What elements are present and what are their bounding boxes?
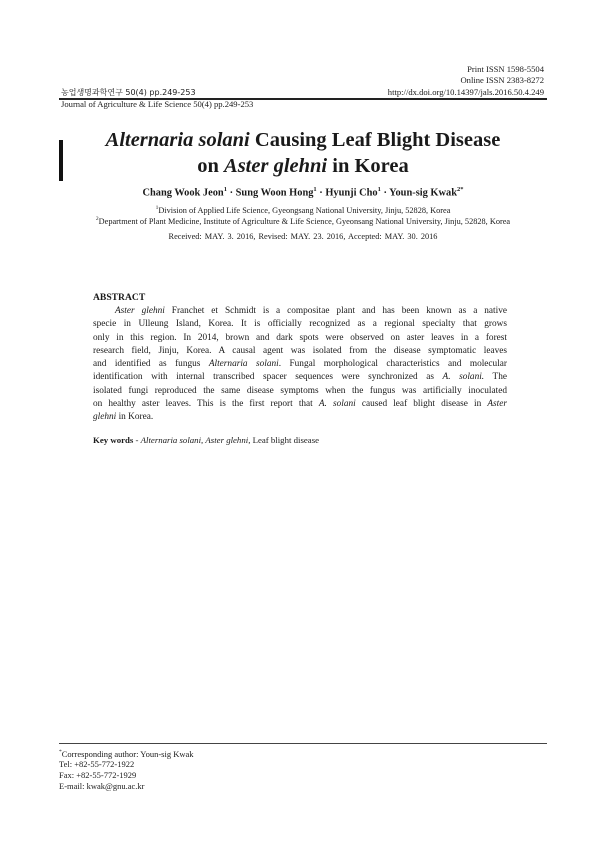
corresponding-mark: * xyxy=(59,749,62,755)
abstract-run-text: only in this region. In 2014, brown and dark spots were observed on aster leaves in a forest xyxy=(93,332,507,343)
abstract-run-italic: Aster xyxy=(487,399,507,410)
footnote-fax: Fax: +82-55-772-1929 xyxy=(59,770,137,780)
author-affiliation-mark: 1 xyxy=(223,186,227,193)
footnote-tel: Tel: +82-55-772-1922 xyxy=(59,759,135,769)
keyword-text: , Leaf blight disease xyxy=(248,435,320,445)
abstract-line xyxy=(93,385,507,398)
abstract-run-text: caused leaf blight disease in xyxy=(355,399,488,410)
abstract-run-text: Franchet et Schmidt is a compositae plant and has been known as a native xyxy=(164,306,507,316)
author-affiliation-mark: 1 xyxy=(313,186,317,193)
keywords-label: Key words xyxy=(93,435,134,445)
abstract-run-italic: A. solani. xyxy=(442,372,485,383)
author-separator: · xyxy=(226,187,236,199)
abstract-line xyxy=(93,318,507,331)
abstract-run-text: in Korea. xyxy=(116,412,154,423)
received-dates: Received: MAY. 3. 2016, Revised: MAY. 23. 2016, Accepted: MAY. 30. 2016 xyxy=(168,232,438,241)
abstract-run-text: specie in Ulleung Island, Korea. It is officially recognized as a regional specialty that grows xyxy=(93,319,507,330)
abstract-body xyxy=(93,305,507,425)
journal-english: Journal of Agriculture & Life Science 50(4) pp.249-253 xyxy=(61,99,254,109)
title-line-1 xyxy=(59,127,547,153)
keyword-italic: Alternaria solani xyxy=(140,435,202,445)
title-line2-post: in Korea xyxy=(327,155,409,177)
print-issn: Print ISSN 1598-5504 xyxy=(467,64,544,74)
title-line-2 xyxy=(59,153,547,179)
corresponding-author: Corresponding author: Youn-sig Kwak xyxy=(61,748,194,759)
author-affiliation-mark: 1 xyxy=(377,186,381,193)
abstract-line xyxy=(93,398,507,411)
keywords xyxy=(93,435,319,445)
abstract-run-text: and identified as fungus xyxy=(93,359,209,370)
abstract-run-text: The xyxy=(484,372,507,383)
online-issn: Online ISSN 2383-8272 xyxy=(460,75,544,85)
footnote-rule xyxy=(59,743,547,744)
author-name: Hyunji Cho xyxy=(325,187,378,199)
author-list xyxy=(59,186,547,198)
abstract-line xyxy=(93,345,507,358)
author-name: Sung Woon Hong xyxy=(235,187,314,199)
footnote-email[interactable]: E-mail: kwak@gnu.ac.kr xyxy=(59,781,145,791)
title-line1-rest: Causing Leaf Blight Disease xyxy=(249,129,501,151)
title-line2-pre: on xyxy=(197,155,225,177)
abstract-line xyxy=(93,305,507,318)
abstract-run-italic: A. solani xyxy=(318,399,356,410)
doi-link[interactable]: http://dx.doi.org/10.14397/jals.2016.50.4.249 xyxy=(387,87,544,97)
author-separator: · xyxy=(380,187,390,199)
abstract-line xyxy=(93,371,507,384)
abstract-run-text: . Fungal morphological characteristics and molecular xyxy=(278,359,508,370)
affiliation-1-text: Division of Applied Life Science, Gyeongsang National University, Jinju, 52828, Korea xyxy=(158,205,451,215)
affiliation-2-text: Department of Plant Medicine, Institute of Agriculture & Life Science, Gyeonsang National University, Jinju, 52828, Korea xyxy=(98,216,511,226)
affiliation-2-mark: 2 xyxy=(95,216,99,222)
affiliation-1-mark: 1 xyxy=(155,205,159,211)
keywords-items xyxy=(141,435,319,445)
author-affiliation-mark: 2* xyxy=(457,186,464,193)
keywords-dash: - xyxy=(133,435,141,445)
abstract-run-text: on healthy aster leaves. This is the first report that xyxy=(93,399,319,410)
abstract-run-italic: glehni xyxy=(93,412,117,423)
abstract-line xyxy=(93,332,507,345)
author-separator: · xyxy=(316,187,326,199)
abstract-run-text: identification with internal transcribed spacer sequences were synchronized as xyxy=(93,372,443,383)
keyword-italic: Aster glehni xyxy=(205,435,249,445)
author-name: Chang Wook Jeon xyxy=(142,187,224,199)
author-name: Youn-sig Kwak xyxy=(389,187,457,199)
affiliation-2 xyxy=(59,214,547,227)
title-host: Aster glehni xyxy=(224,155,328,177)
journal-korean: 농업생명과학연구 50(4) pp.249-253 xyxy=(61,88,196,97)
abstract-run-italic: Aster glehni xyxy=(115,306,165,316)
abstract-line xyxy=(93,358,507,371)
abstract-line xyxy=(93,411,507,424)
keyword-text: , xyxy=(201,435,206,445)
abstract-run-text: research field, Jinju, Korea. A causal agent was isolated from the disease symptomatic leaves xyxy=(93,345,507,356)
abstract-heading: ABSTRACT xyxy=(93,292,146,303)
abstract-run-italic: Alternaria solani xyxy=(208,359,279,370)
title-species: Alternaria solani xyxy=(105,129,250,151)
abstract-run-text: isolated fungi reproduced the same disease symptoms when the fungus was artificially inoculated xyxy=(93,385,507,396)
